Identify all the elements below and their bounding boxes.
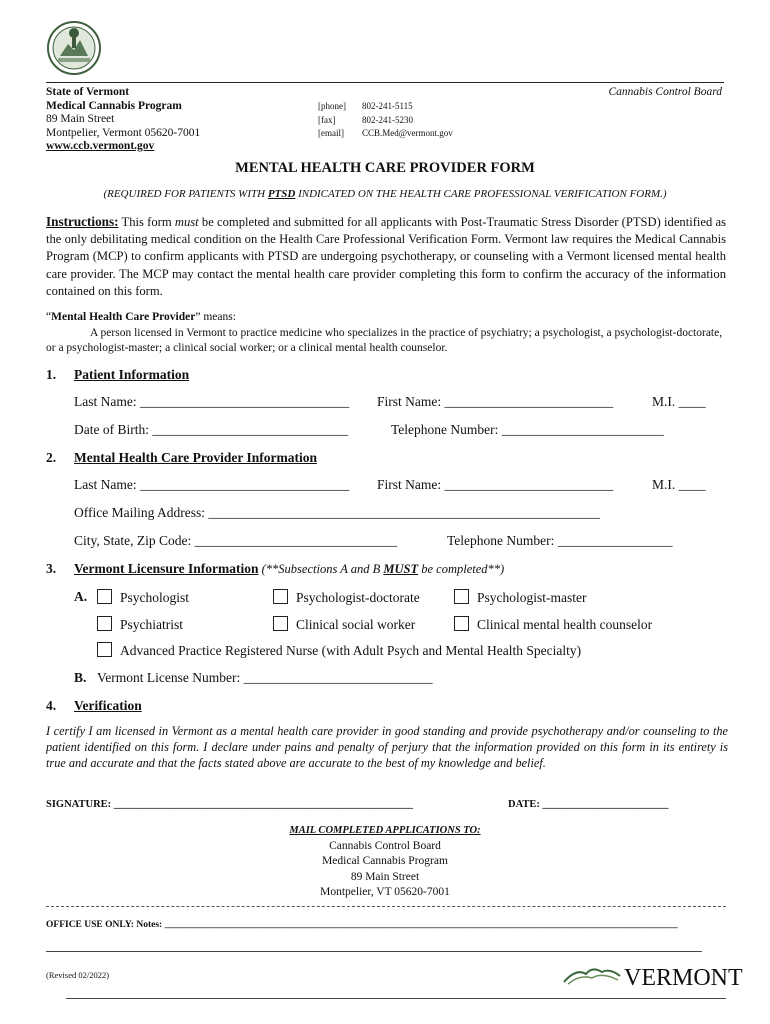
instructions-label: Instructions:	[46, 214, 119, 229]
psychologist-doctorate-checkbox[interactable]	[273, 589, 288, 604]
section-4-heading	[46, 698, 142, 714]
subtitle-ptsd: PTSD	[267, 188, 296, 200]
phone-label: [phone]	[318, 101, 346, 111]
section-3-number: 3.	[46, 561, 57, 576]
section-1-title: Patient Information	[74, 367, 190, 382]
mail-line-3: 89 Main Street	[350, 870, 420, 883]
provider-city-field[interactable]: City, State, Zip Code: ______________________________	[74, 533, 398, 548]
option-psychiatrist[interactable]	[97, 616, 183, 633]
section-3-note-text-1: (**Subsections A and B	[258, 562, 384, 576]
fax-value: 802-241-5230	[362, 114, 413, 125]
vermont-wordmark: VERMONT	[624, 965, 743, 991]
patient-dob-field[interactable]: Date of Birth: _____________________________	[74, 422, 349, 437]
patient-phone-field[interactable]: Telephone Number: ________________________	[391, 422, 664, 437]
aprn-label: Advanced Practice Registered Nurse (with Adult Psych and Mental Health Specialty)	[120, 643, 582, 658]
instructions-text-2: be completed and submitted for all applicants with Post-Traumatic Stress Disorder (PTSD) identified as the only debilitating medical condition on the Health Care Professional Verification Form. Vermont law requires the Medical Cannabis Program (MCP) to confirm applicants with PTSD are undergoing psychotherapy, or counseling with a Vermont licensed mental health care provider. The MCP may contact the mental health care provider completing this form to confirm the accuracy of the information contained on this form.	[46, 215, 727, 298]
section-3-note-must: MUST	[383, 562, 419, 576]
definition-means: ” means:	[195, 311, 236, 323]
section-4-title: Verification	[74, 698, 142, 713]
definition-open-quote: “	[46, 311, 52, 323]
board-name: Cannabis Control Board	[608, 86, 722, 98]
clinical-mh-counselor-label: Clinical mental health counselor	[477, 617, 653, 632]
form-title: MENTAL HEALTH CARE PROVIDER FORM	[235, 160, 535, 176]
mail-heading: MAIL COMPLETED APPLICATIONS TO:	[289, 825, 481, 836]
agency-program: Medical Cannabis Program	[46, 99, 182, 112]
provider-address-field[interactable]: Office Mailing Address: __________________________________________________________	[74, 505, 600, 520]
section-3-heading	[46, 561, 504, 577]
contact-block	[318, 100, 453, 141]
psychologist-doctorate-label: Psychologist-doctorate	[296, 590, 420, 605]
section-3-note-text-2: be completed**)	[418, 562, 505, 576]
subsection-a-label: A.	[74, 589, 88, 604]
mail-line-2: Medical Cannabis Program	[322, 855, 448, 867]
patient-mi-field[interactable]: M.I. ____	[652, 394, 706, 409]
psychiatrist-checkbox[interactable]	[97, 616, 112, 631]
patient-last-name-field[interactable]: Last Name: _______________________________	[74, 394, 350, 409]
clinical-social-worker-label: Clinical social worker	[296, 617, 416, 632]
psychologist-checkbox[interactable]	[97, 589, 112, 604]
provider-mi-field[interactable]: M.I. ____	[652, 477, 706, 492]
section-3-note	[259, 562, 505, 576]
mail-line-1: Cannabis Control Board	[329, 839, 441, 852]
option-psychologist-doctorate[interactable]	[273, 589, 420, 606]
section-4-number: 4.	[46, 698, 57, 713]
signature-field[interactable]: SIGNATURE: _________________________________________________________	[46, 799, 414, 810]
option-psychologist-master[interactable]	[454, 589, 587, 606]
psychologist-master-checkbox[interactable]	[454, 589, 469, 604]
verification-text: I certify I am licensed in Vermont as a mental health care provider in good standing and provide psychotherapy and/or counseling to the patient identified on this form. I declare under pains and penalty of perjury that the information provided on this form in its entirety is true and accurate and that the facts stated above are accurate to the best of my knowledge and belief.	[46, 724, 728, 771]
section-1-heading	[46, 367, 189, 383]
revised-date: (Revised 02/2022)	[46, 970, 110, 980]
section-2-title: Mental Health Care Provider Information	[74, 450, 317, 465]
provider-first-name-field[interactable]: First Name: _________________________	[377, 477, 614, 492]
subtitle-text-1: (REQUIRED FOR PATIENTS WITH	[103, 188, 268, 200]
subsection-b-label: B.	[74, 670, 87, 685]
option-clinical-mh-counselor[interactable]	[454, 616, 652, 633]
instructions-must: must	[174, 215, 199, 229]
office-notes-line	[46, 951, 702, 952]
psychologist-label: Psychologist	[120, 590, 190, 605]
agency-website-link[interactable]: www.ccb.vermont.gov	[46, 140, 155, 152]
mail-block	[0, 823, 770, 901]
provider-phone-field[interactable]: Telephone Number: _________________	[447, 533, 673, 548]
definition-block	[46, 310, 726, 357]
subtitle-text-2: INDICATED ON THE HEALTH CARE PROFESSIONAL VERIFICATION FORM.)	[295, 188, 667, 200]
instructions-text-1: This form	[118, 215, 175, 229]
email-value[interactable]: CCB.Med@vermont.gov	[362, 128, 453, 138]
agency-state: State of Vermont	[46, 86, 130, 98]
email-label: [email]	[318, 128, 344, 138]
footer-rule	[66, 998, 726, 999]
mail-line-4: Montpelier, VT 05620-7001	[320, 886, 450, 898]
header-rule	[46, 82, 724, 83]
instructions-paragraph	[46, 213, 726, 300]
option-aprn[interactable]	[97, 642, 581, 659]
license-number-field[interactable]: Vermont License Number: ____________________________	[97, 670, 433, 685]
form-subtitle	[0, 188, 770, 200]
vermont-footer-logo	[562, 958, 743, 991]
clinical-social-worker-checkbox[interactable]	[273, 616, 288, 631]
section-3-title: Vermont Licensure Information	[74, 561, 259, 576]
option-psychologist[interactable]	[97, 589, 189, 606]
section-2-number: 2.	[46, 450, 57, 465]
phone-value: 802-241-5115	[362, 101, 413, 111]
aprn-checkbox[interactable]	[97, 642, 112, 657]
agency-address	[46, 86, 200, 154]
psychiatrist-label: Psychiatrist	[120, 617, 183, 632]
definition-term: Mental Health Care Provider	[51, 311, 196, 323]
clinical-mh-counselor-checkbox[interactable]	[454, 616, 469, 631]
patient-first-name-field[interactable]: First Name: _________________________	[377, 394, 614, 409]
section-1-number: 1.	[46, 367, 57, 382]
agency-street: 89 Main Street	[46, 113, 115, 125]
definition-text: A person licensed in Vermont to practice medicine who specializes in the practice of psychiatry; a psychologist, a psychologist-doctorate, or a psychologist-master; a clinical social worker; or a clinical mental health counselor.	[46, 326, 723, 354]
office-use-notes[interactable]: OFFICE USE ONLY: Notes: ____________________________________________________________________________________________________________	[46, 920, 678, 930]
dashed-divider	[46, 906, 726, 907]
provider-last-name-field[interactable]: Last Name: _______________________________	[74, 477, 350, 492]
section-2-heading	[46, 450, 317, 466]
fax-label: [fax]	[318, 114, 336, 125]
option-clinical-social-worker[interactable]	[273, 616, 415, 633]
psychologist-master-label: Psychologist-master	[477, 590, 587, 605]
agency-city: Montpelier, Vermont 05620-7001	[46, 126, 201, 139]
vermont-seal-logo	[46, 20, 102, 76]
date-field[interactable]: DATE: ________________________	[508, 799, 669, 810]
